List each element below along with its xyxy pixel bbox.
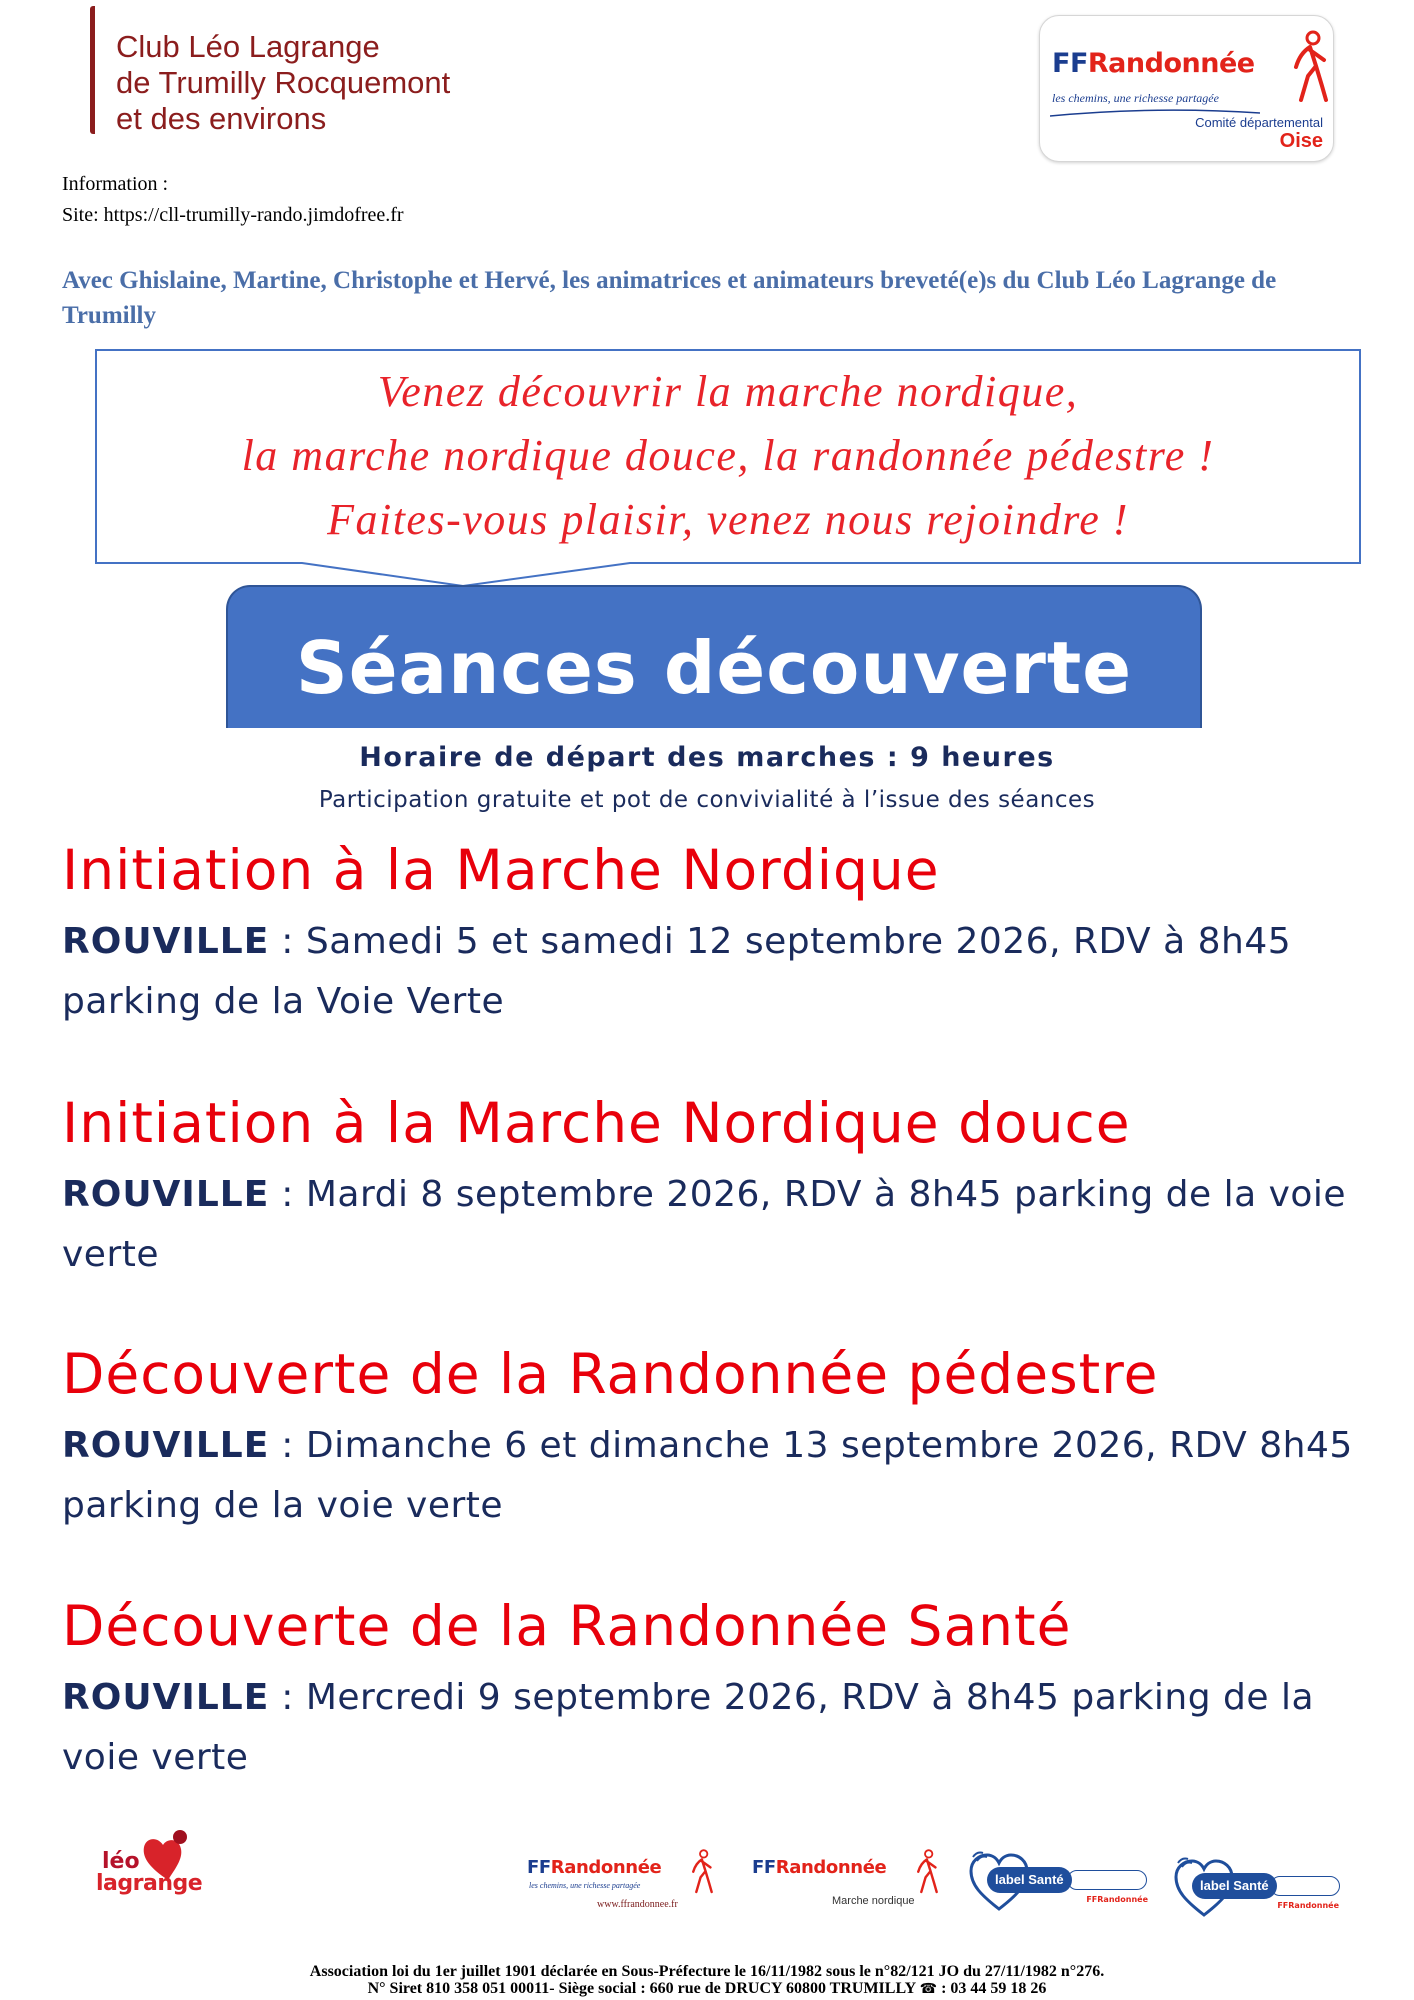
session-details <box>62 1668 1372 1788</box>
label-sante-ffr: FFRandonnée <box>1277 1901 1339 1910</box>
departure-time: Horaire de départ des marches : 9 heures <box>359 742 1055 773</box>
session-place: ROUVILLE <box>62 921 270 962</box>
session-title: Initiation à la Marche Nordique douce <box>62 1091 1131 1155</box>
session-place: ROUVILLE <box>62 1677 270 1718</box>
club-logo-text <box>116 29 450 137</box>
information-block <box>62 169 404 231</box>
footer-association-line: Association loi du 1er juillet 1901 déclarée en Sous-Préfecture le 16/11/1982 sous le n°82/121 JO du 27/11/1982 n°276. <box>309 1963 1105 1980</box>
callout-line-1: Venez découvrir la marche nordique, <box>377 367 1079 416</box>
ffr-wordmark <box>527 1857 661 1878</box>
callout-line-2: la marche nordique douce, la randonnée pédestre ! <box>241 431 1215 480</box>
site-link[interactable]: Site: https://cll-trumilly-rando.jimdofree.fr <box>62 204 404 226</box>
session-block <box>62 1340 1372 1536</box>
ffr-wordmark-randonnee: Randonnée <box>1087 48 1255 79</box>
club-logo-line-2: de Trumilly Rocquemont <box>116 65 451 100</box>
ffrandonnee-logo <box>527 1849 722 1921</box>
banner-title: Séances découverte <box>295 626 1133 710</box>
footer-siret-address: N° Siret 810 358 051 00011- Siège social : 660 rue de DRUCY 60800 TRUMILLY <box>367 1980 916 1997</box>
label-sante-tail <box>1270 1876 1340 1896</box>
session-title: Initiation à la Marche Nordique <box>62 838 940 902</box>
session-date-location: Mardi 8 septembre 2026, RDV à 8h45 parking de la voie verte <box>62 1174 1347 1275</box>
ffr-tagline: les chemins, une richesse partagée <box>529 1881 641 1890</box>
club-logo-line-1: Club Léo Lagrange <box>116 29 380 64</box>
footer-siret-line <box>0 1980 1414 1998</box>
session-separator: : <box>281 1677 294 1718</box>
session-title: Découverte de la Randonnée pédestre <box>62 1342 1159 1406</box>
club-leo-lagrange-logo <box>62 0 499 148</box>
session-place: ROUVILLE <box>62 1174 270 1215</box>
club-logo-bar <box>90 6 95 134</box>
ffr-wordmark-ff: FF <box>527 1857 551 1878</box>
session-date-location: Samedi 5 et samedi 12 septembre 2026, RDV à 8h45 parking de la Voie Verte <box>62 921 1292 1022</box>
session-block <box>62 1592 1372 1788</box>
session-details <box>62 1165 1372 1285</box>
session-details <box>62 912 1372 1032</box>
club-logo-line-3: et des environs <box>116 101 327 136</box>
session-block <box>62 836 1372 1032</box>
ffrandonnee-marche-nordique-logo <box>752 1849 947 1921</box>
ffrandonnee-oise-logo <box>1039 15 1334 162</box>
ffr-tagline: les chemins, une richesse partagée <box>1052 91 1219 105</box>
information-label: Information : <box>62 173 169 195</box>
callout-line-3: Faites-vous plaisir, venez nous rejoindre ! <box>327 495 1129 544</box>
session-place: ROUVILLE <box>62 1425 270 1466</box>
label-sante-text: label Santé <box>1192 1873 1277 1899</box>
session-separator: : <box>281 1174 294 1215</box>
ffr-wordmark <box>752 1857 886 1878</box>
label-sante-text: label Santé <box>987 1867 1072 1893</box>
session-separator: : <box>281 1425 294 1466</box>
session-block <box>62 1089 1372 1285</box>
footer <box>0 1963 1414 1998</box>
session-title: Découverte de la Randonnée Santé <box>62 1594 1072 1658</box>
ffr-departement: Oise <box>1279 130 1323 152</box>
session-details <box>62 1416 1372 1536</box>
ffr-wordmark <box>1052 48 1255 79</box>
session-date-location: Mercredi 9 septembre 2026, RDV à 8h45 parking de la voie verte <box>62 1677 1315 1778</box>
ffr-wordmark-ff: FF <box>1052 48 1088 79</box>
session-date-location: Dimanche 6 et dimanche 13 septembre 2026, RDV 8h45 parking de la voie verte <box>62 1425 1353 1526</box>
intro-text: Avec Ghislaine, Martine, Christophe et Hervé, les animatrices et animateurs breveté(e)s du Club Léo Lagrange de Trumilly <box>62 267 1277 329</box>
ffr-wordmark-randonnee: Randonnée <box>550 1857 662 1878</box>
seances-banner <box>226 585 1202 728</box>
ffr-website: www.ffrandonnee.fr <box>597 1899 678 1910</box>
hiker-icon <box>1286 30 1328 105</box>
hiker-icon <box>687 1849 713 1895</box>
leo-lagrange-text-1: léo <box>102 1849 140 1874</box>
hiker-icon <box>912 1849 938 1895</box>
label-sante-logo <box>967 1851 1152 1913</box>
label-sante-logo <box>1172 1857 1343 1919</box>
phone-icon: ☎ <box>919 1981 938 1997</box>
ffr-comite: Comité départemental <box>1195 115 1323 130</box>
leo-lagrange-logo <box>96 1828 216 1912</box>
participation-note: Participation gratuite et pot de convivialité à l’issue des séances <box>318 787 1096 813</box>
ffr-wordmark-ff: FF <box>752 1857 776 1878</box>
footer-phone: : 03 44 59 18 26 <box>941 1980 1047 1997</box>
session-separator: : <box>281 921 294 962</box>
label-sante-ffr: FFRandonnée <box>1086 1895 1148 1904</box>
ffr-wordmark-randonnee: Randonnée <box>775 1857 887 1878</box>
leo-lagrange-text-2: lagrange <box>96 1871 203 1896</box>
label-sante-tail <box>1067 1870 1147 1890</box>
callout-text <box>96 360 1360 552</box>
ffr-marche-nordique-label: Marche nordique <box>832 1895 915 1907</box>
